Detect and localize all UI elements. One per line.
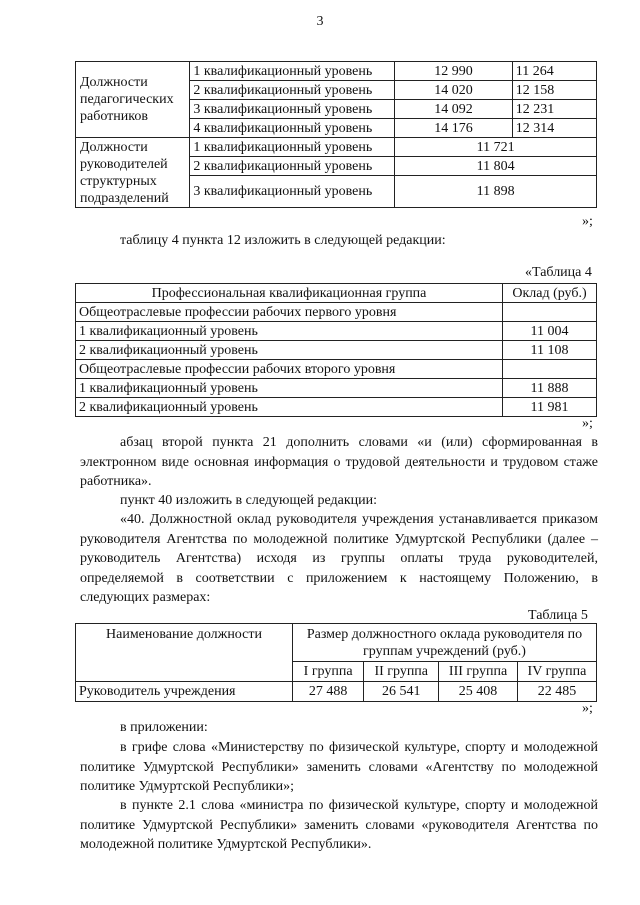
value-cell: 11 721 bbox=[395, 138, 597, 157]
row-value: 11 004 bbox=[503, 322, 597, 341]
level-cell: 4 квалификационный уровень bbox=[190, 119, 395, 138]
header-cell: Профессиональная квалификационная группа bbox=[76, 284, 503, 303]
group-header: IV группа bbox=[517, 662, 596, 682]
row-label: Общеотраслевые профессии рабочих второго уровня bbox=[76, 360, 503, 379]
table-row bbox=[76, 303, 597, 322]
group-header: III группа bbox=[439, 662, 518, 682]
table-header-row bbox=[76, 624, 597, 662]
table4-intro: таблицу 4 пункта 12 изложить в следующей редакции: bbox=[120, 233, 446, 248]
table-row bbox=[76, 322, 597, 341]
value-cell: 12 990 bbox=[395, 62, 513, 81]
row-value: 11 888 bbox=[503, 379, 597, 398]
value-cell: 12 231 bbox=[512, 100, 596, 119]
row-value: 25 408 bbox=[439, 682, 518, 702]
row-label: 2 квалификационный уровень bbox=[76, 398, 503, 417]
value-cell: 11 804 bbox=[395, 157, 597, 176]
row-value: 26 541 bbox=[364, 682, 439, 702]
group-header: I группа bbox=[293, 662, 364, 682]
salary-table-continued bbox=[75, 61, 597, 208]
page-number: 3 bbox=[316, 14, 324, 29]
value-cell: 14 020 bbox=[395, 81, 513, 100]
table-row bbox=[76, 379, 597, 398]
row-label: 1 квалификационный уровень bbox=[76, 322, 503, 341]
row-value: 11 108 bbox=[503, 341, 597, 360]
value-cell: 14 092 bbox=[395, 100, 513, 119]
table-row bbox=[76, 341, 597, 360]
closing-quote: »; bbox=[582, 214, 593, 229]
closing-quote: »; bbox=[582, 416, 593, 431]
appendix-paragraph-1: в грифе слова «Министерству по физической культуре, спорту и молодежной политике Удмуртской Республики» заменить словами «Агентству по молодежной политике Удмуртской Республики»; bbox=[80, 740, 598, 794]
group-cell-heads: Должности руководителей структурных подразделений bbox=[76, 138, 190, 208]
header-cell: Оклад (руб.) bbox=[503, 284, 597, 303]
row-label: Общеотраслевые профессии рабочих первого уровня bbox=[76, 303, 503, 322]
group-header: II группа bbox=[364, 662, 439, 682]
level-cell: 1 квалификационный уровень bbox=[190, 62, 395, 81]
value-cell: 11 898 bbox=[395, 176, 597, 208]
paragraph-40-intro: пункт 40 изложить в следующей редакции: bbox=[120, 493, 377, 508]
appendix-intro: в приложении: bbox=[120, 720, 208, 735]
table-row bbox=[76, 62, 597, 81]
value-cell: 14 176 bbox=[395, 119, 513, 138]
level-cell: 2 квалификационный уровень bbox=[190, 81, 395, 100]
table4-caption: «Таблица 4 bbox=[525, 265, 592, 280]
table-row bbox=[76, 360, 597, 379]
row-value: 27 488 bbox=[293, 682, 364, 702]
level-cell: 3 квалификационный уровень bbox=[190, 176, 395, 208]
value-cell: 12 314 bbox=[512, 119, 596, 138]
row-value bbox=[503, 303, 597, 322]
appendix-paragraph-2: в пункте 2.1 слова «министра по физической культуре, спорту и молодежной политике Удмуртской Республики» заменить словами «руководителя Агентства по молодежной политике Удмуртской Республики». bbox=[80, 798, 598, 852]
paragraph-21: абзац второй пункта 21 дополнить словами «и (или) сформированная в электронном виде основная информация о трудовой деятельности и трудовом стаже работника». bbox=[80, 435, 598, 489]
row-label: 1 квалификационный уровень bbox=[76, 379, 503, 398]
group-cell-pedagogical: Должности педагогических работников bbox=[76, 62, 190, 138]
value-cell: 11 264 bbox=[512, 62, 596, 81]
row-value: 22 485 bbox=[517, 682, 596, 702]
level-cell: 1 квалификационный уровень bbox=[190, 138, 395, 157]
table-header-row bbox=[76, 284, 597, 303]
level-cell: 3 квалификационный уровень bbox=[190, 100, 395, 119]
level-cell: 2 квалификационный уровень bbox=[190, 157, 395, 176]
table-row bbox=[76, 398, 597, 417]
table-4 bbox=[75, 283, 597, 417]
row-value bbox=[503, 360, 597, 379]
table5-caption: Таблица 5 bbox=[528, 608, 588, 623]
row-value: 11 981 bbox=[503, 398, 597, 417]
closing-quote: »; bbox=[582, 701, 593, 716]
header-cell: Наименование должности bbox=[76, 624, 293, 682]
value-cell: 12 158 bbox=[512, 81, 596, 100]
row-label: 2 квалификационный уровень bbox=[76, 341, 503, 360]
table-row bbox=[76, 682, 597, 702]
row-label: Руководитель учреждения bbox=[76, 682, 293, 702]
paragraph-40-text: «40. Должностной оклад руководителя учреждения устанавливается приказом руководителя Агентства по молодежной политике Удмуртской Республики (далее – руководитель Агентства) исходя из группы оплаты труда руководителей, определяемой в соответствии с приложением к настоящему Положению, в следующих размерах: bbox=[80, 512, 598, 605]
table-row bbox=[76, 138, 597, 157]
header-cell: Размер должностного оклада руководителя по группам учреждений (руб.) bbox=[293, 624, 597, 662]
table-5 bbox=[75, 623, 597, 702]
